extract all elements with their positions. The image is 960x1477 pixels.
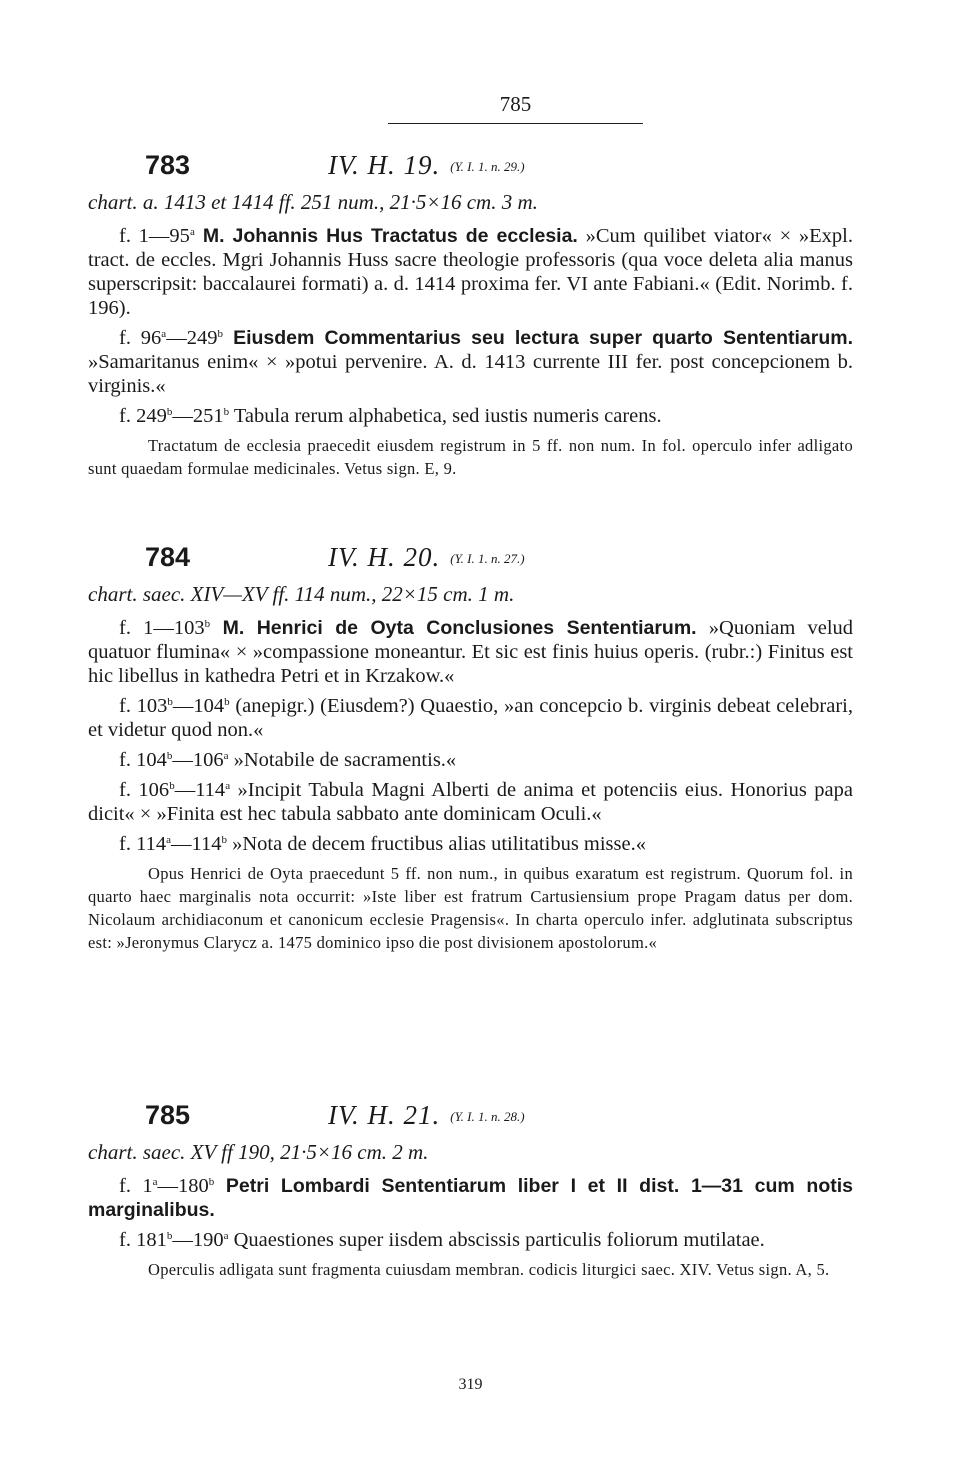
content-item: f. 96$^a$—249$^b$ Eiusdem Commentarius seu lectura super quarto Sententiarum. »Samaritanus enim« × »potui pervenire. A. d. 1413 currente III fer. post concepcionem b. virginis.« <box>88 327 853 397</box>
entry-note: Opus Henrici de Oyta praecedunt 5 ff. non num., in quibus exaratum est registrum. Quorum fol. in quarto haec marginalis nota occurrit: »Iste liber est fratrum Cartusiensium prope Pragam datus per dom. Nicolaum archidiaconum et canonicum ecclesie Pragensis«. In charta operculo infer. adglutinata subscriptus est: »Jeronymus Clarycz a. 1475 dominico ipso die post divisionem apostolorum.« <box>88 864 853 952</box>
content-item: f. 181$^b$—190$^a$ Quaestiones super iisdem abscissis particulis foliorum mutilatae. <box>119 1229 765 1251</box>
content-item: f. 1$^a$—180$^b$ Petri Lombardi Sententiarum liber I et II dist. 1—31 cum notis marginalibus. <box>88 1175 853 1221</box>
catalogue-entry-783 <box>88 150 853 480</box>
page-number: 319 <box>458 1376 483 1393</box>
signature-text: IV. H. 19. <box>328 150 441 180</box>
old-signature: (Y. I. 1. n. 28.) <box>450 1109 525 1124</box>
old-signature: (Y. I. 1. n. 29.) <box>450 159 525 174</box>
content-item: f. 114$^a$—114$^b$ »Nota de decem fructibus alias utilitatibus misse.« <box>119 833 646 855</box>
entry-number: 785 <box>145 1100 191 1130</box>
signature-text: IV. H. 20. <box>328 542 441 572</box>
catalogue-entry-785 <box>88 1100 853 1281</box>
catalogue-entry-784 <box>88 542 853 954</box>
physical-description: chart. a. 1413 et 1414 ff. 251 num., 21·5×16 cm. 3 m. <box>88 190 538 214</box>
entry-note: Operculis adligata sunt fragmenta cuiusdam membran. codicis liturgici saec. XIV. Vetus sign. A, 5. <box>148 1260 830 1279</box>
physical-description: chart. saec. XIV—XV ff. 114 num., 22×15 cm. 1 m. <box>88 582 515 606</box>
entry-note: Tractatum de ecclesia praecedit eiusdem registrum in 5 ff. non num. In fol. operculo infer adligato sunt quaedam formulae medicinales. Vetus sign. E, 9. <box>88 436 853 478</box>
shelf-signature <box>328 542 525 573</box>
content-item: f. 1—95$^a$ M. Johannis Hus Tractatus de ecclesia. »Cum quilibet viator« × »Expl. tract. de eccles. Mgri Johannis Huss sacre theologie professoris (qua voce deleta alia manus superscripsit: baccalaurei formati) a. d. 1414 proxima fer. VI ante Fabiani.« (Edit. Norimb. f. 196). <box>88 225 853 319</box>
entry-heading <box>88 542 853 576</box>
content-item: f. 103$^b$—104$^b$ (anepigr.) (Eiusdem?) Quaestio, »an concepcio b. virginis debeat celebrari, et videtur quod non.« <box>88 695 854 741</box>
content-item: f. 104$^b$—106$^a$ »Notabile de sacramentis.« <box>119 749 457 771</box>
entry-heading <box>88 1100 853 1134</box>
running-head: 785 <box>388 92 643 124</box>
physical-description: chart. saec. XV ff 190, 21·5×16 cm. 2 m. <box>88 1140 429 1164</box>
shelf-signature <box>328 150 525 181</box>
entry-number: 784 <box>145 542 191 572</box>
entry-heading <box>88 150 853 184</box>
entry-number: 783 <box>145 150 191 180</box>
content-item: f. 249$^b$—251$^b$ Tabula rerum alphabetica, sed iustis numeris carens. <box>119 405 662 427</box>
shelf-signature <box>328 1100 525 1131</box>
signature-text: IV. H. 21. <box>328 1100 441 1130</box>
old-signature: (Y. I. 1. n. 27.) <box>450 551 525 566</box>
content-item: f. 106$^b$—114$^a$ »Incipit Tabula Magni Alberti de anima et potenciis eius. Honorius papa dicit« × »Finita est hec tabula sabbato ante dominicam Oculi.« <box>88 779 854 825</box>
content-item: f. 1—103$^b$ M. Henrici de Oyta Conclusiones Sententiarum. »Quoniam velud quatuor flumina« × »compassione moneantur. Et sic est finis huius operis. (rubr.:) Finitus est hic libellus in kathedra Petri et in Krzakow.« <box>88 617 854 687</box>
catalogue-page <box>88 0 853 1477</box>
